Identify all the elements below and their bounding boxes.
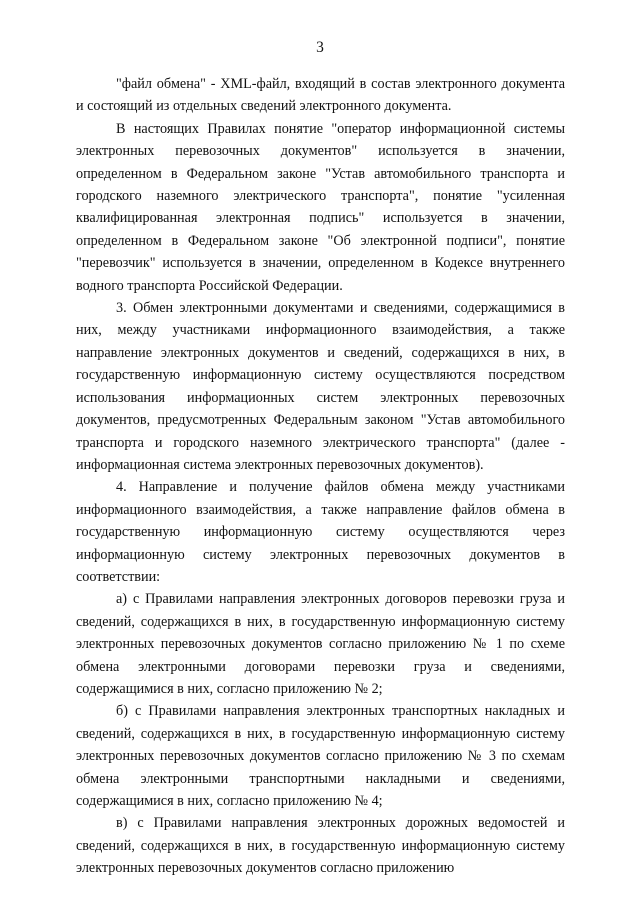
paragraph-exchange-file-definition: "файл обмена" - XML-файл, входящий в состав электронного документа и состоящий из отдельных сведений электронного документа. [76, 76, 565, 115]
page-number: 3 [316, 39, 324, 56]
paragraph-subclause-v: в) с Правилами направления электронных дорожных ведомостей и сведений, содержащихся в них, в государственную информационную систему электронных перевозочных документов согласно приложению [76, 815, 565, 877]
paragraph-clause-3: 3. Обмен электронными документами и сведениями, содержащимися в них, между участниками информационного взаимодействия, а также направление электронных документов и сведений, содержащихся в них, в государственную информационную систему осуществляются посредством использования информационных систем электронных перевозочных документов, предусмотренных Федеральным законом "Устав автомобильного транспорта и городского наземного электрического транспорта" (далее - информационная система электронных перевозочных документов). [76, 300, 565, 473]
paragraph-subclause-b: б) с Правилами направления электронных транспортных накладных и сведений, содержащихся в них, в государственную информационную систему электронных перевозочных документов согласно приложению № 3 по схемам обмена электронными транспортными накладными и сведениями, содержащимися в них, согласно приложению № 4; [76, 703, 565, 809]
paragraph-terms-definitions: В настоящих Правилах понятие "оператор информационной системы электронных перевозочных документов" используется в значении, определенном в Федеральном законе "Устав автомобильного транспорта и городского наземного электрического транспорта", понятие "усиленная квалифицированная электронная подпись" используется в значении, определенном в Федеральном законе "Об электронной подписи", понятие "перевозчик" используется в значении, определенном в Кодексе внутреннего водного транспорта Российской Федерации. [76, 120, 565, 294]
paragraph-clause-4: 4. Направление и получение файлов обмена между участниками информационного взаимодействия, а также направление файлов обмена в государственную информационную систему осуществляются через информационную систему электронных перевозочных документов в соответствии: [76, 479, 565, 585]
document-body [76, 73, 565, 880]
paragraph-subclause-a: а) с Правилами направления электронных договоров перевозки груза и сведений, содержащихся в них, в государственную информационную систему электронных перевозочных документов согласно приложению № 1 по схеме обмена электронными договорами перевозки груза и сведениями, содержащимися в них, согласно приложению № 2; [76, 591, 565, 697]
